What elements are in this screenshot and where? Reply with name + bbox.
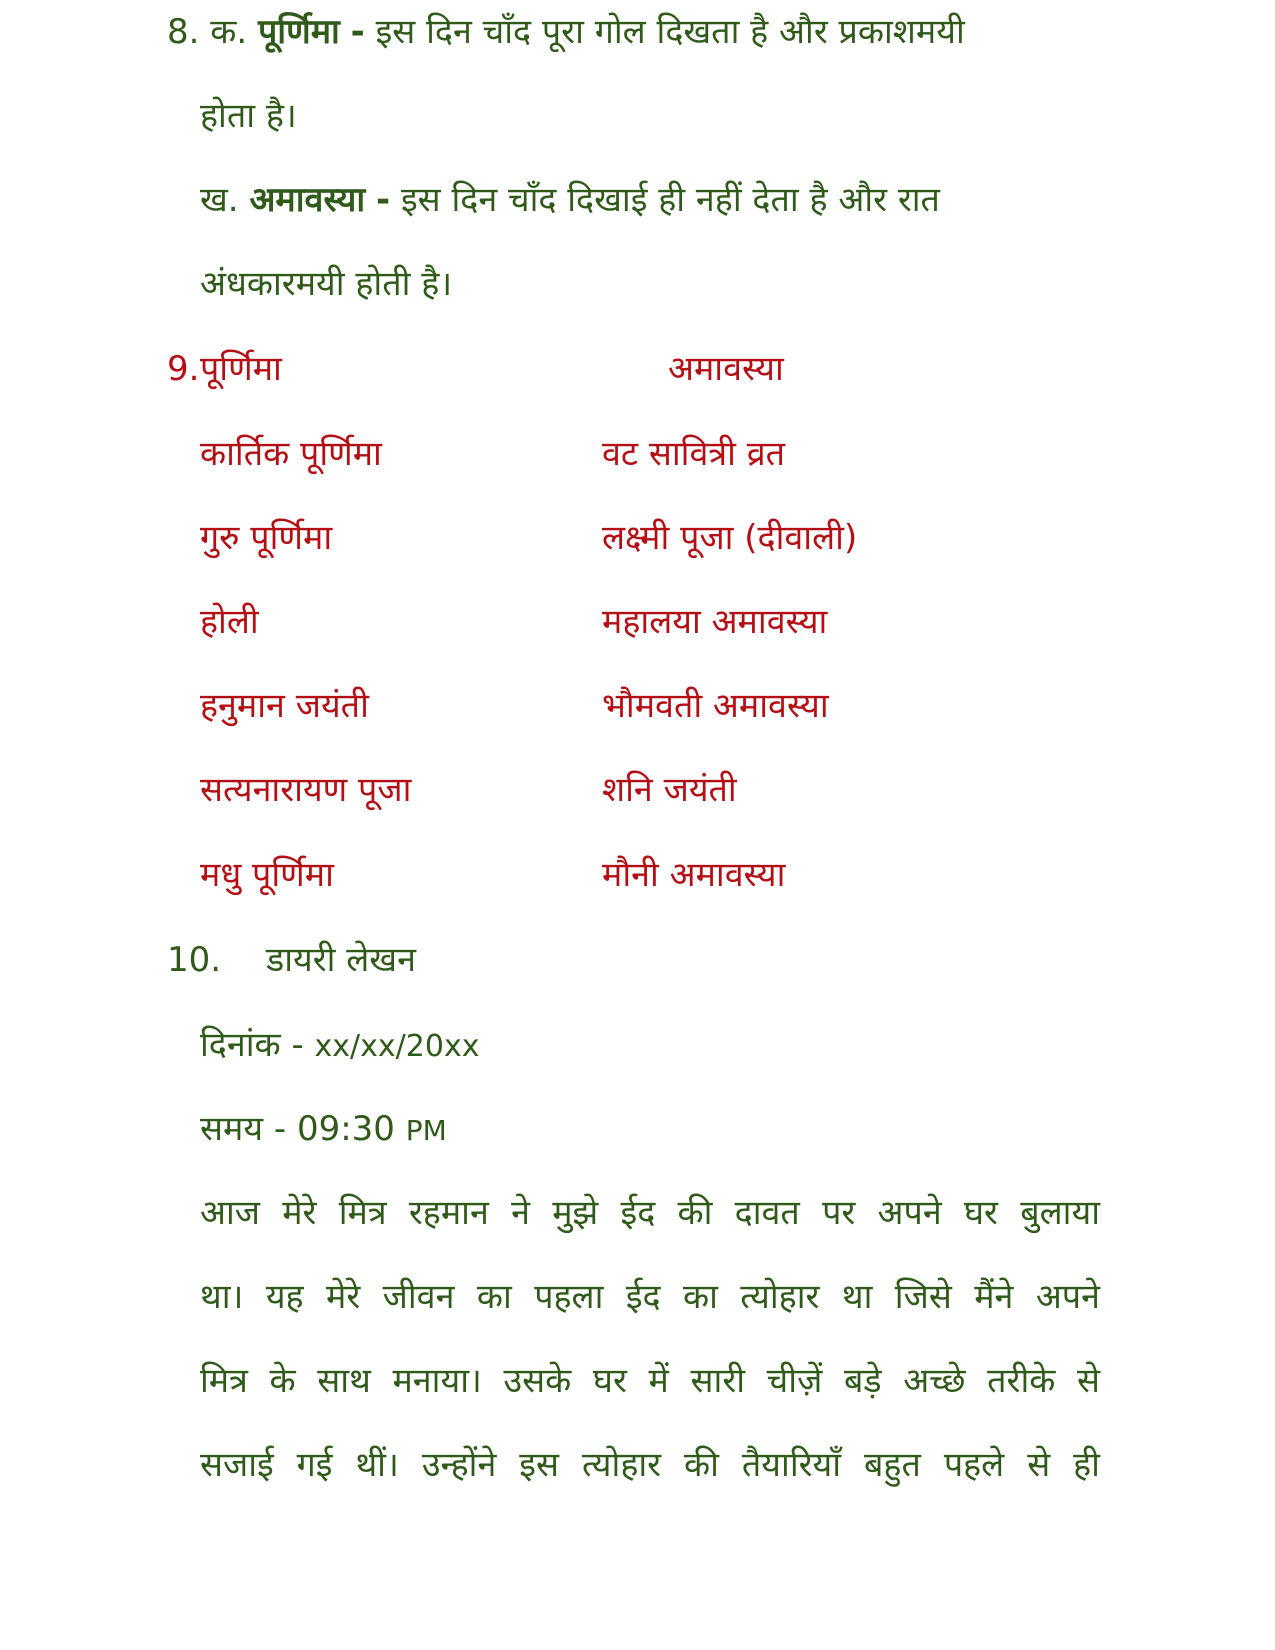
q8-b-text: इस दिन चाँद दिखाई ही नहीं देता है और रात xyxy=(400,180,940,220)
diary-paragraph-line: सजाई गई थीं। उन्होंने इस त्योहार की तैयारियाँ बहुत पहले से ही xyxy=(200,1445,1100,1485)
q8-number: 8. xyxy=(167,12,200,52)
diary-paragraph-line: मित्र के साथ मनाया। उसके घर में सारी चीज़ें बड़े अच्छे तरीके से xyxy=(200,1361,1100,1401)
q9-purnima-item: हनुमान जयंती xyxy=(200,686,369,726)
diary-date-value: xx/xx/20xx xyxy=(314,1029,480,1064)
q9-purnima-item: होली xyxy=(200,602,259,642)
q9-number: 9. xyxy=(167,349,200,389)
diary-date-label: दिनांक - xyxy=(200,1025,304,1065)
q9-amavasya-item: मौनी अमावस्या xyxy=(602,855,786,895)
q8-a-term: पूर्णिमा xyxy=(258,12,340,52)
q9-amavasya-item: महालया अमावस्या xyxy=(602,602,828,642)
q8-b-dash: - xyxy=(376,180,391,220)
q8-b-term: अमावस्या xyxy=(249,180,366,220)
q9-amavasya-item: भौमवती अमावस्या xyxy=(602,686,829,726)
q8-b-marker: ख. xyxy=(200,180,239,220)
q8-a-text: इस दिन चाँद पूरा गोल दिखता है और प्रकाशमयी xyxy=(375,12,965,52)
diary-time-suffix: PM xyxy=(405,1114,447,1147)
q8-line-b xyxy=(200,180,940,220)
q8-line-a xyxy=(167,12,965,52)
q8-a-text-cont: होता है। xyxy=(200,96,297,136)
q9-header-purnima: पूर्णिमा xyxy=(200,349,282,389)
q8-a-dash: - xyxy=(350,12,365,52)
diary-time-value: 09:30 xyxy=(296,1109,395,1149)
diary-time xyxy=(200,1109,447,1151)
q9-amavasya-item: शनि जयंती xyxy=(602,770,737,810)
q10-number: 10. xyxy=(167,940,222,980)
diary-date xyxy=(200,1025,479,1067)
q8-b-text-cont: अंधकारमयी होती है। xyxy=(200,264,453,304)
q9-amavasya-item: वट सावित्री व्रत xyxy=(602,434,786,474)
q9-purnima-item: मधु पूर्णिमा xyxy=(200,855,334,895)
q9-amavasya-item: लक्ष्मी पूजा (दीवाली) xyxy=(602,518,858,558)
diary-time-label: समय - xyxy=(200,1109,287,1149)
q9-purnima-item: गुरु पूर्णिमा xyxy=(200,518,333,558)
q9-header-amavasya: अमावस्या xyxy=(668,349,784,389)
q9-purnima-item: कार्तिक पूर्णिमा xyxy=(200,434,382,474)
q10-title: डायरी लेखन xyxy=(266,940,416,980)
diary-paragraph-line: था। यह मेरे जीवन का पहला ईद का त्योहार था जिसे मैंने अपने xyxy=(200,1277,1100,1317)
diary-paragraph-line: आज मेरे मित्र रहमान ने मुझे ईद की दावत पर अपने घर बुलाया xyxy=(200,1193,1100,1233)
q8-a-marker: क. xyxy=(210,12,248,52)
q9-purnima-item: सत्यनारायण पूजा xyxy=(200,770,412,810)
